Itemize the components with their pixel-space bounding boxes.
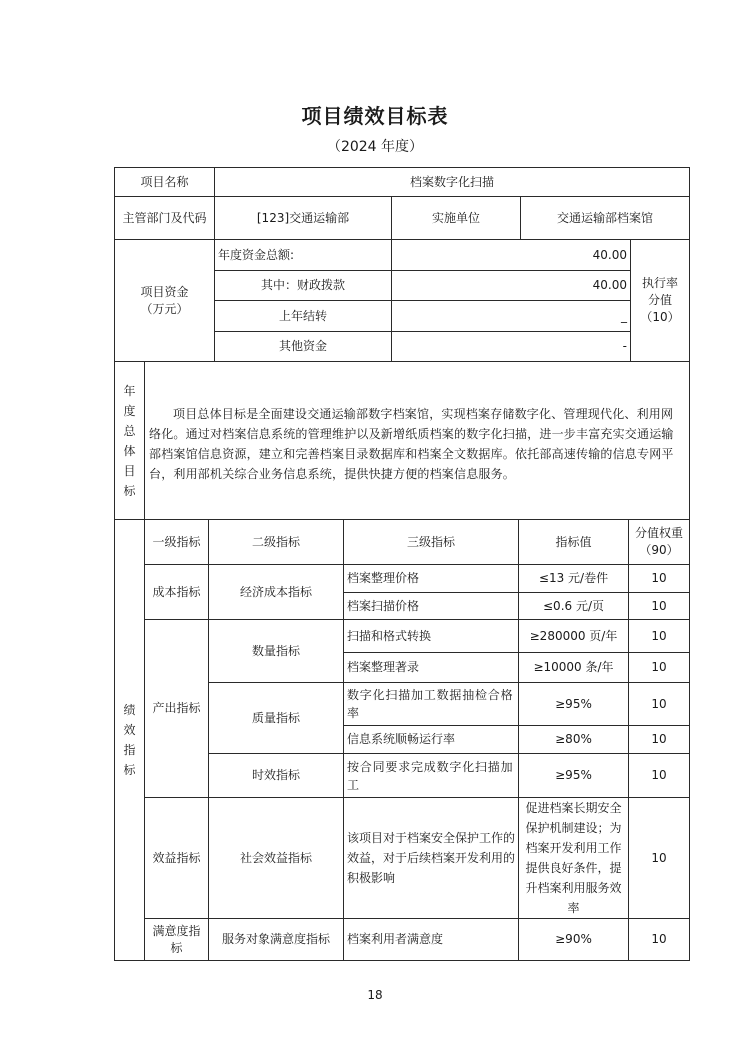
project-name-label: 项目名称 [115,168,215,197]
quantity-item-name: 扫描和格式转换 [344,620,519,653]
funds-carryover-value: _ [392,301,631,332]
annual-goal-label [115,362,145,520]
table-row [115,565,690,593]
impl-value: 交通运输部档案馆 [521,197,690,240]
annual-goal-label-char: 总 [123,423,136,438]
annual-goal-row [115,362,690,520]
exec-rate-cell [631,240,690,362]
benefit-level2: 社会效益指标 [209,798,344,919]
quality-level2: 质量指标 [209,683,344,754]
cost-item-score: 10 [629,593,690,620]
quality-item-name: 信息系统顺畅运行率 [344,726,519,754]
annual-goal-label-char: 年 [123,383,136,398]
funds-carryover-label: 上年结转 [215,301,392,332]
funds-total-row [115,240,690,271]
quality-item-score: 10 [629,683,690,726]
cost-item-value: ≤0.6 元/页 [519,593,629,620]
header-level1: 一级指标 [145,520,209,565]
exec-rate-score: 分值（10） [640,293,680,324]
quantity-item-score: 10 [629,653,690,683]
benefit-item-value: 促进档案长期安全保护机制建设；为档案开发利用工作提供良好条件，提升档案利用服务效率 [519,798,629,919]
header-weight: 分值权重 [634,526,683,540]
indicators-table [114,519,690,961]
exec-rate-label: 执行率 [642,276,679,290]
annual-goal-text: 项目总体目标是全面建设交通运输部数字档案馆，实现档案存储数字化、管理现代化、利用网络化。通过对档案信息系统的管理维护以及新增纸质档案的数字化扫描，进一步丰富充实交通运输部档案馆信息资源，建立和完善档案目录数据库和档案全文数据库。依托部高速传输的信息专网平台，利用部机关综合业务信息系统，提供快捷方便的档案信息服务。 [145,362,690,520]
quantity-item-name: 档案整理著录 [344,653,519,683]
annual-goal-label-char: 度 [123,403,136,418]
header-level3: 三级指标 [344,520,519,565]
project-name-row [115,168,690,197]
timeliness-level2: 时效指标 [209,754,344,798]
table-row [115,919,690,961]
department-row [115,197,690,240]
cost-item-name: 档案整理价格 [344,565,519,593]
cost-item-score: 10 [629,565,690,593]
annual-goal-label-char: 标 [123,483,136,498]
header-value: 指标值 [519,520,629,565]
impl-label: 实施单位 [392,197,521,240]
quantity-item-value: ≥280000 页/年 [519,620,629,653]
table-row [115,620,690,653]
quantity-item-value: ≥10000 条/年 [519,653,629,683]
satisfaction-item-value: ≥90% [519,919,629,961]
timeliness-item-value: ≥95% [519,754,629,798]
page-number: 18 [367,988,383,1002]
section-label-line: 绩效 [123,703,136,737]
timeliness-item-score: 10 [629,754,690,798]
quantity-level2: 数量指标 [209,620,344,683]
page-subtitle: （2024 年度） [326,139,424,155]
indicators-header-row [115,520,690,565]
satisfaction-level2: 服务对象满意度指标 [209,919,344,961]
cost-item-value: ≤13 元/卷件 [519,565,629,593]
quality-item-value: ≥95% [519,683,629,726]
benefit-item-score: 10 [629,798,690,919]
cost-level1: 成本指标 [145,565,209,620]
satisfaction-item-score: 10 [629,919,690,961]
header-level2: 二级指标 [209,520,344,565]
quality-item-value: ≥80% [519,726,629,754]
cost-level2: 经济成本指标 [209,565,344,620]
cost-item-name: 档案扫描价格 [344,593,519,620]
funds-label: 项目资金 [140,284,189,299]
benefit-level1: 效益指标 [145,798,209,919]
funds-fiscal-value: 40.00 [392,271,631,301]
annual-goal-label-char: 目 [123,463,136,478]
output-level1: 产出指标 [145,620,209,798]
funds-total-value: 40.00 [392,240,631,271]
funds-other-label: 其他资金 [215,332,392,362]
quality-item-name: 数字化扫描加工数据抽检合格率 [344,683,519,726]
annual-goal-label-char: 体 [123,443,136,458]
quantity-item-score: 10 [629,620,690,653]
funds-unit: （万元） [140,301,189,316]
satisfaction-item-name: 档案利用者满意度 [344,919,519,961]
dept-label: 主管部门及代码 [115,197,215,240]
funds-other-value: - [392,332,631,362]
table-row [115,798,690,919]
project-name-value: 档案数字化扫描 [215,168,690,197]
funds-fiscal-label: 其中：财政拨款 [215,271,392,301]
header-weight-cell [629,520,690,565]
funds-label-cell [115,240,215,362]
project-info-table [114,167,690,520]
benefit-item-name: 该项目对于档案安全保护工作的效益，对于后续档案开发利用的积极影响 [344,798,519,919]
header-weight-total: （90） [639,543,679,557]
quality-item-score: 10 [629,726,690,754]
dept-value: [123]交通运输部 [215,197,392,240]
satisfaction-level1: 满意度指标 [145,919,209,961]
section-label-line: 指标 [123,743,136,777]
page-title: 项目绩效目标表 [301,104,449,128]
timeliness-item-name: 按合同要求完成数字化扫描加工 [344,754,519,798]
indicators-section-label [115,520,145,961]
funds-total-label: 年度资金总额: [215,240,392,271]
